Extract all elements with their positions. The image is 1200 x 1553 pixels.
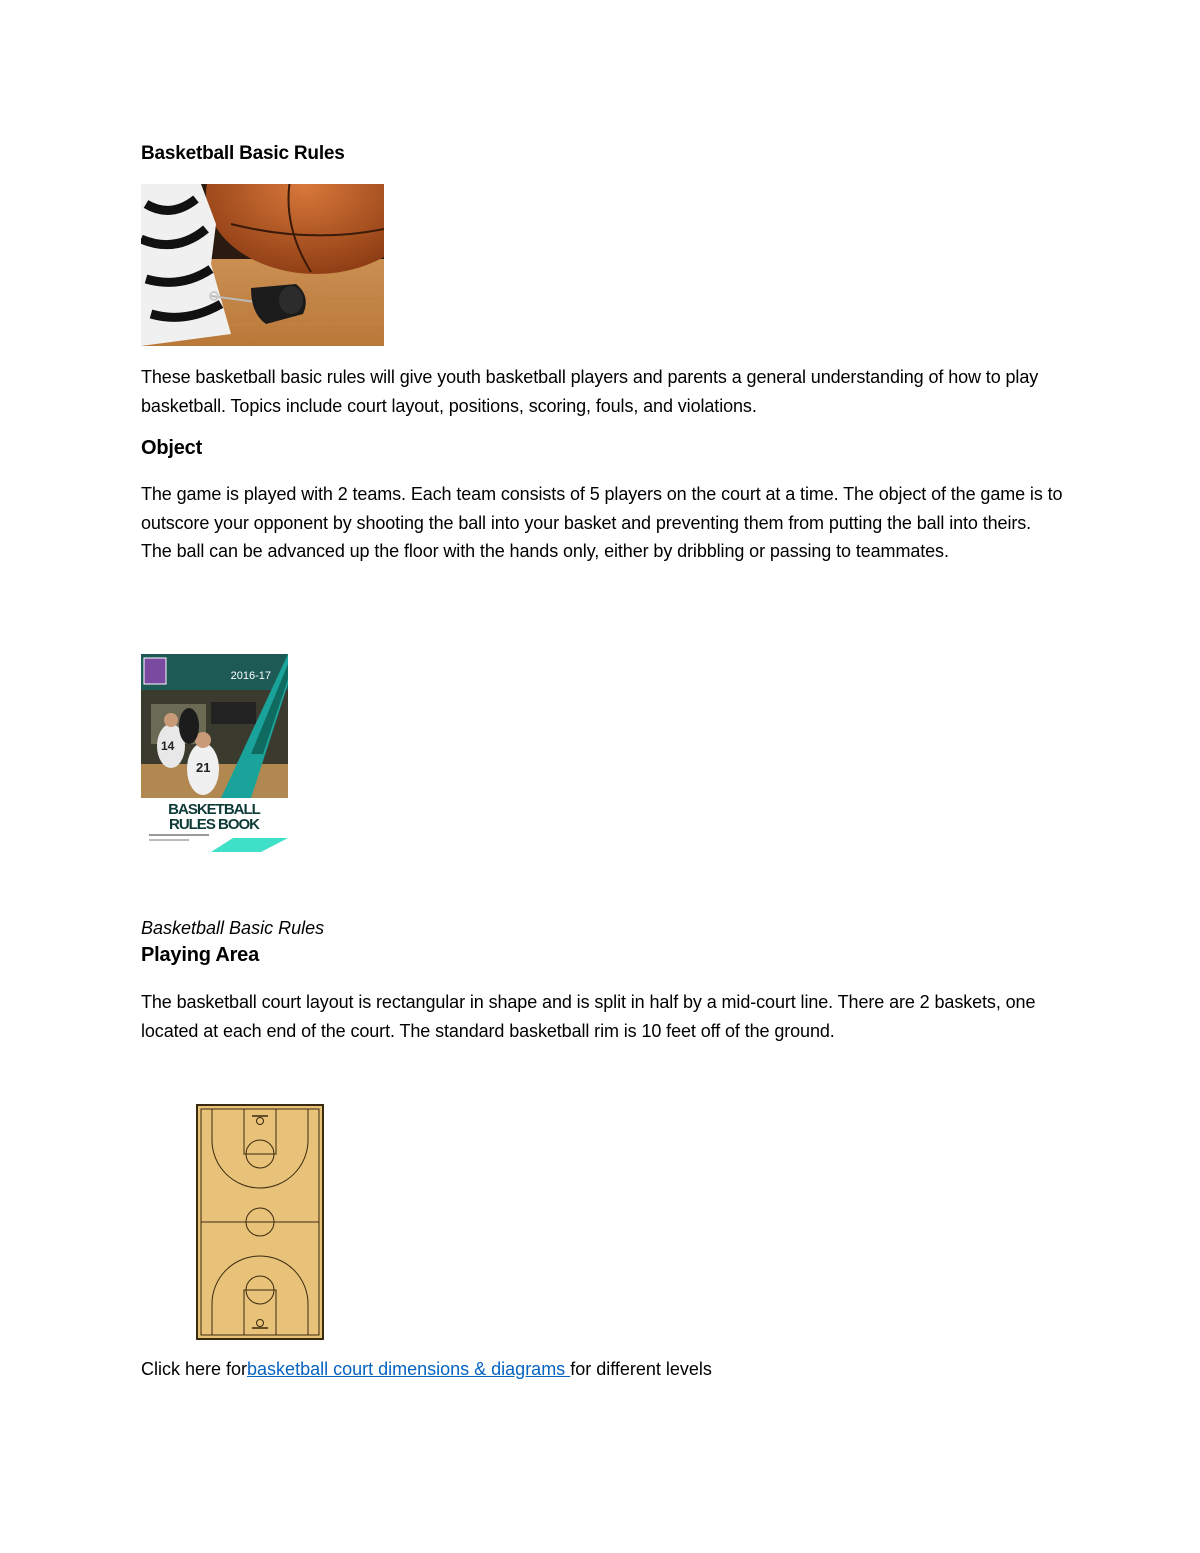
image-caption: Basketball Basic Rules [141, 918, 325, 938]
link-suffix: for different levels [570, 1359, 712, 1379]
court-dimensions-line [141, 1359, 712, 1380]
link-prefix: Click here for [141, 1359, 248, 1379]
svg-text:14: 14 [161, 739, 175, 753]
rules-book-cover [141, 654, 288, 854]
object-heading: Object [141, 437, 203, 459]
intro-paragraph: These basketball basic rules will give youth basketball players and parents a general understanding of how to play basketball. Topics include court layout, positions, scoring, fouls, and violations. [141, 367, 1039, 416]
object-paragraph: The game is played with 2 teams. Each team consists of 5 players on the court at a time. The object of the game is to outscore your opponent by shooting the ball into your basket and preventing them from putting the ball into theirs. The ball can be advanced up the floor with the hands only, either by dribbling or passing to teammates. [141, 484, 1063, 561]
basketball-whistle-photo [141, 184, 384, 346]
svg-text:2016-17: 2016-17 [230, 670, 271, 682]
svg-text:RULES BOOK: RULES BOOK [168, 816, 260, 833]
basketball-court-diagram [196, 1104, 324, 1340]
court-dimensions-link[interactable]: basketball court dimensions & diagrams [247, 1359, 571, 1379]
playing-area-heading: Playing Area [141, 944, 260, 966]
page-title: Basketball Basic Rules [141, 143, 345, 164]
playing-area-paragraph: The basketball court layout is rectangular in shape and is split in half by a mid-court line. There are 2 baskets, one located at each end of the court. The standard basketball rim is 10 feet off of the ground. [141, 992, 1036, 1041]
svg-text:21: 21 [196, 760, 211, 775]
svg-text:BASKETBALL: BASKETBALL [168, 801, 260, 818]
